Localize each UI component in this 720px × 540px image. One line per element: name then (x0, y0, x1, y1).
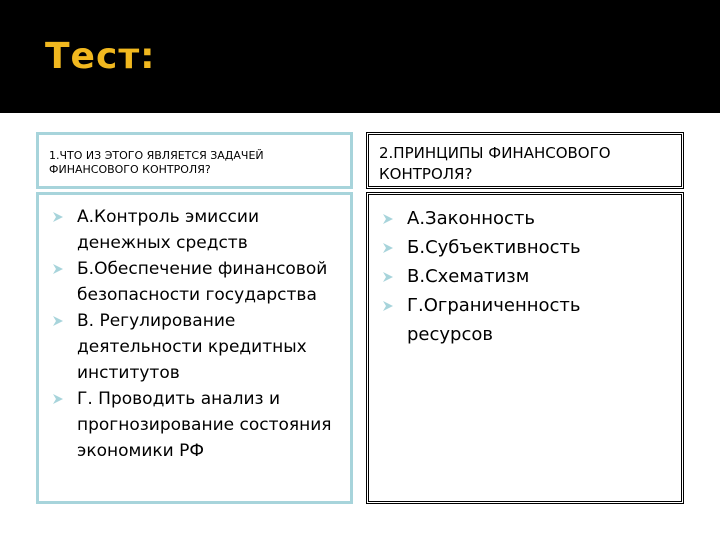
list-item (51, 386, 341, 464)
triangle-bullet-icon (53, 212, 63, 222)
answer-text: Г. Проводить анализ и прогнозирование состояния экономики РФ (77, 389, 332, 461)
answer-text: Б.Обеспечение финансовой безопасности государства (77, 259, 328, 305)
list-item (51, 204, 341, 256)
triangle-bullet-icon (383, 272, 393, 282)
title-bar (0, 0, 720, 113)
answer-text: Б.Субъективность (407, 237, 581, 258)
question-1-answers (36, 192, 353, 504)
answer-text: В.Схематизм (407, 266, 530, 287)
slide-title: Тест: (45, 36, 156, 77)
answer-list-1 (51, 204, 341, 464)
triangle-bullet-icon (383, 243, 393, 253)
list-item (381, 262, 671, 291)
list-item (381, 204, 671, 233)
list-item (381, 291, 671, 349)
answer-list-2 (381, 204, 671, 349)
question-2-answers (366, 192, 684, 504)
question-1-text: 1.ЧТО ИЗ ЭТОГО ЯВЛЯЕТСЯ ЗАДАЧЕЙ ФИНАНСОВОГО КОНТРОЛЯ? (49, 149, 264, 176)
list-item (381, 233, 671, 262)
triangle-bullet-icon (53, 394, 63, 404)
question-1-header (36, 132, 353, 189)
triangle-bullet-icon (383, 214, 393, 224)
question-2-header (366, 132, 684, 189)
question-2-text: 2.ПРИНЦИПЫ ФИНАНСОВОГО КОНТРОЛЯ? (379, 144, 611, 183)
answer-text: А.Контроль эмиссии денежных средств (77, 207, 259, 253)
answer-text: Г.Ограниченность ресурсов (407, 295, 581, 345)
list-item (51, 256, 341, 308)
answer-text: А.Законность (407, 208, 536, 229)
triangle-bullet-icon (53, 264, 63, 274)
triangle-bullet-icon (383, 301, 393, 311)
list-item (51, 308, 341, 386)
triangle-bullet-icon (53, 316, 63, 326)
answer-text: В. Регулирование деятельности кредитных институтов (77, 311, 307, 383)
